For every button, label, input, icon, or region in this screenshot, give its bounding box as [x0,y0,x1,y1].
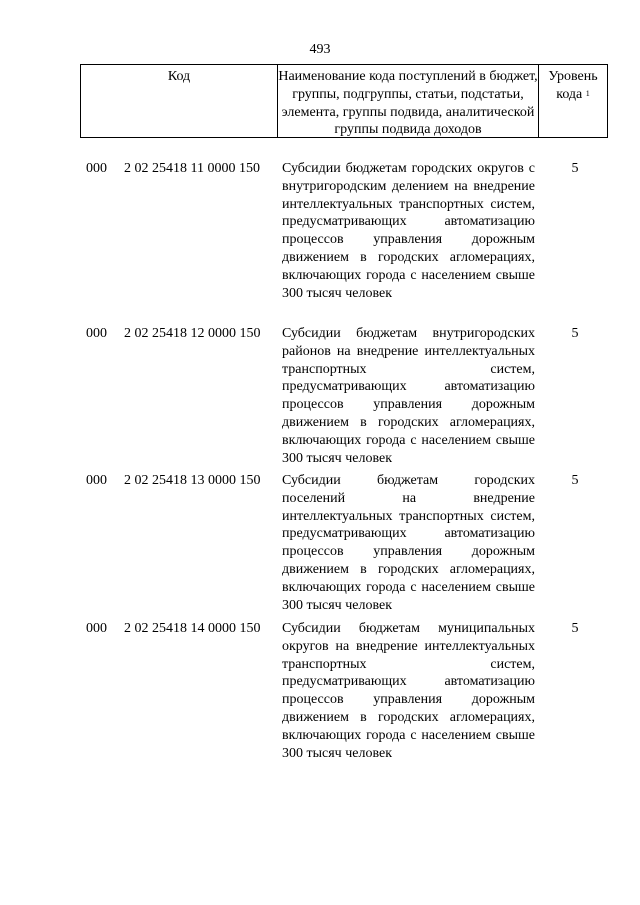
code-level: 5 [571,326,579,341]
admin-code: 000 [86,621,107,636]
revenue-name: Субсидии бюджетам городских округов с внутригородским делением на внедрение интеллектуальных транспортных систем, предусматривающих автоматизацию процессов управления дорожным движением в городских агломерациях, включающих города с населением свыше 300 тысяч человек [282,161,535,301]
header-level-footnote: 1 [585,88,590,98]
admin-code: 000 [86,473,107,488]
admin-code: 000 [86,161,107,176]
header-code: Код [81,65,278,137]
table-header [80,64,608,138]
revenue-code: 2 02 25418 14 0000 150 [124,621,261,636]
header-name: Наименование кода поступлений в бюджет, группы, подгруппы, статьи, подстатьи, элемента, группы подвида, аналитической группы подвида доходов [278,65,539,137]
revenue-name: Субсидии бюджетам городских поселений на внедрение интеллектуальных транспортных систем, предусматривающих автоматизацию процессов управления дорожным движением в городских агломерациях, включающих города с населением свыше 300 тысяч человек [282,473,535,613]
code-level: 5 [571,161,579,176]
revenue-name: Субсидии бюджетам внутригородских районов на внедрение интеллектуальных транспортных систем, предусматривающих автоматизацию процессов управления дорожным движением в городских агломерациях, включающих города с населением свыше 300 тысяч человек [282,326,535,466]
header-level-text: Уровень кода [548,69,598,102]
revenue-name: Субсидии бюджетам муниципальных округов на внедрение интеллектуальных транспортных систем, предусматривающих автоматизацию процессов управления дорожным движением в городских агломерациях, включающих города с населением свыше 300 тысяч человек [282,621,535,761]
page-number: 493 [309,42,331,57]
code-level: 5 [571,621,579,636]
code-level: 5 [571,473,579,488]
revenue-code: 2 02 25418 13 0000 150 [124,473,261,488]
header-level [539,65,607,137]
revenue-code: 2 02 25418 11 0000 150 [124,161,260,176]
admin-code: 000 [86,326,107,341]
revenue-code: 2 02 25418 12 0000 150 [124,326,261,341]
